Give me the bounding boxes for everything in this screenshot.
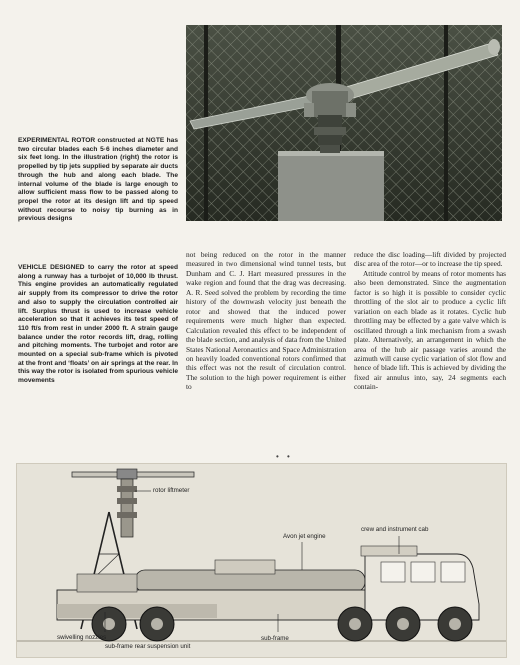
label-crew-cab: crew and instrument cab [361, 526, 429, 533]
label-rear-suspension: sub-frame rear suspension unit [105, 643, 191, 650]
label-avon-engine: Avon jet engine [283, 533, 326, 540]
body-column-right [354, 250, 506, 392]
body-paragraph: reduce the disc loading—lift divided by projected disc area of the rotor—or to increase the tip speed. [354, 250, 506, 269]
label-rotor-liftmeter: rotor liftmeter [153, 487, 190, 494]
vehicle-caption [18, 264, 178, 386]
body-paragraph: not being reduced on the rotor in the manner measured in two dimensional wind tunnel tests, but Dunham and C. J. Hart measured pressures in the wake region and found that the drag was decreasing. A. R. Seed solved the problem by recording the time history of the downwash velocity just beneath the rotor and showed that the induced power requirements were much higher than expected. Calculation revealed this effect to be independent of the blade section, and analysis of data from the United States National Aeronautics and Space Administration on heavily loaded conventional rotors confirmed that this effect was not the result of circulation control. The solution to the high power requirement is either to [186, 250, 346, 392]
vehicle-cutaway-drawing [16, 463, 507, 658]
body-paragraph: Attitude control by means of rotor moments has also been demonstrated. Since the augmentation factor is so high it is possible to consider cyclic throttling of the slot air to produce a cyclic lift variation on each blade as it rotates. Cyclic hub throttling may be effected by a gate valve which is oscillated through a link mechanism from a swash plate. Alternatively, an arrangement in which the area of the hub air passage varies around the azimuth will cause cyclic variation of slot flow and hence of blade lift. This is achieved by dividing the fixed air annulus into, say, 24 segments each contain- [354, 268, 506, 392]
vehicle-caption-text: to carry the rotor at speed along a runway has a turbojet of 10,000 lb thrust. This engine provides an automatically regulated air supply from its compressor to drive the rotor and also to supply the circulation controlled air lift. Surplus thrust is used to increase vehicle acceleration so that it achieves its test speed of 110 ft/s from rest in under 2000 ft. A strain gauge balance under the rotor records lift, drag, rolling and pitching moments. The turbojet and rotor are mounted on a special sub-frame which is pivoted at the front and ‘floats’ on air springs at the rear. In this way the rotor is isolated from spurious vehicle movements [18, 264, 178, 385]
body-column-left [186, 250, 346, 392]
label-sub-frame: sub-frame [261, 635, 289, 642]
rotor-caption-lead: EXPERIMENTAL ROTOR [18, 137, 96, 144]
label-swivelling-nozzles: swivelling nozzles [57, 634, 107, 641]
rotor-caption-text: constructed at NGTE has two circular blades each 5·6 inches diameter and six feet long. In the illustration (right) the rotor is propelled by tip jets supplied by separate air ducts through the hub and along each blade. The internal volume of the blade is large enough to allow sufficient mass flow to be passed along to propel the rotor at its design lift and tip speed without recourse to noisy tip burning as in previous designs [18, 137, 178, 223]
rotor-photo [186, 25, 502, 221]
section-separator: • • [276, 452, 293, 461]
vehicle-illustration [17, 464, 506, 657]
vehicle-caption-lead: VEHICLE DESIGNED [18, 264, 85, 271]
rotor-caption [18, 137, 178, 224]
